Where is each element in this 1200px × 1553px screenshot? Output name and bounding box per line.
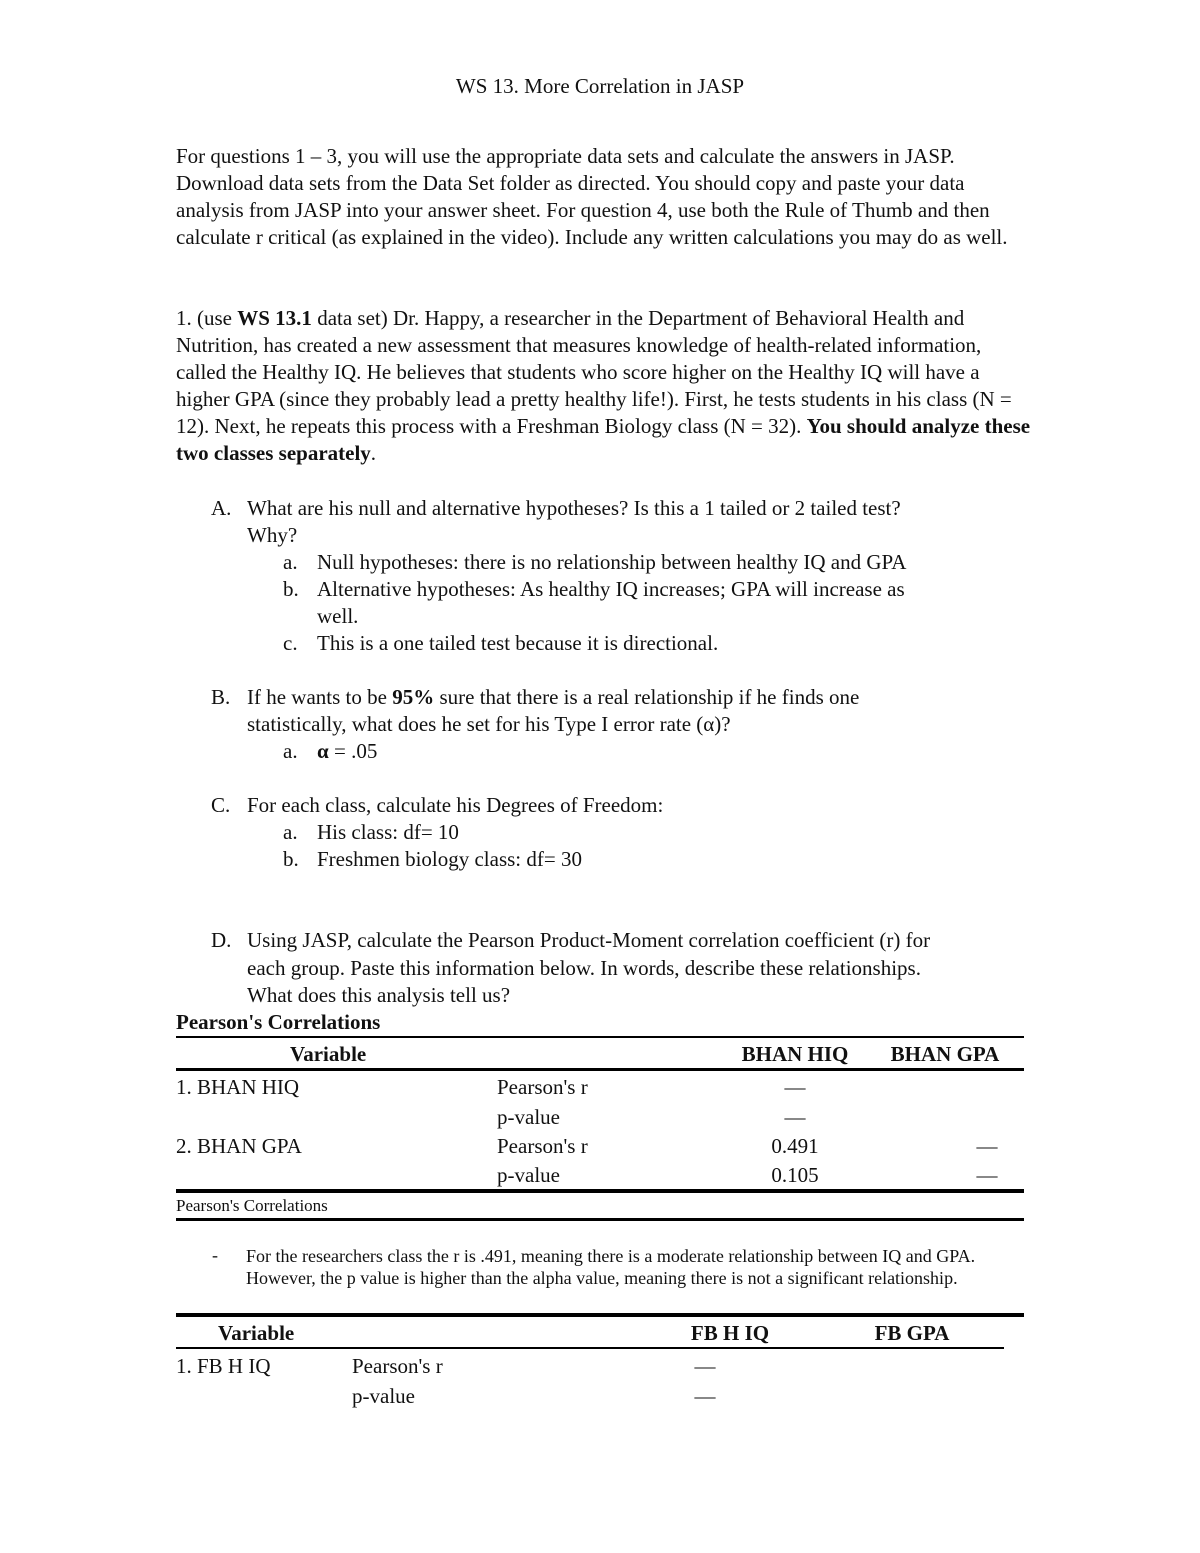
part-d-question: Using JASP, calculate the Pearson Product-Moment correlation coefficient (r) for [247, 928, 931, 952]
part-a-answer-c-label: c. [283, 631, 298, 655]
q1-end: . [370, 441, 377, 465]
table1-header-col1: BHAN HIQ [741, 1042, 849, 1066]
table2-row1-stat: Pearson's r [352, 1354, 443, 1378]
table1-row1-c1: — [784, 1075, 806, 1099]
part-b-label: B. [211, 685, 231, 709]
q1-dataset-name: WS 13.1 [237, 306, 312, 330]
table1-row3-stat: Pearson's r [497, 1134, 588, 1158]
table1-row4-c1: 0.105 [771, 1163, 819, 1187]
part-a-label: A. [211, 496, 232, 520]
note-text: For the researchers class the r is .491, meaning there is a moderate relationship between IQ and GPA. However, the p value is higher than the alpha value, meaning there is not a significant relationship. [246, 1246, 976, 1288]
part-c-label: C. [211, 793, 231, 817]
table2-header-col2: FB GPA [874, 1321, 950, 1345]
part-a-answer-a-label: a. [283, 550, 298, 574]
worksheet-title: WS 13. More Correlation in JASP [455, 74, 745, 98]
part-b-question [247, 684, 859, 711]
table1-header-col2: BHAN GPA [890, 1042, 1000, 1066]
part-d-question-cont2: What does this analysis tell us? [247, 983, 511, 1007]
q1-instruction: You should analyze these two classes separately [176, 414, 1031, 465]
part-c-question: For each class, calculate his Degrees of Freedom: [247, 793, 664, 817]
table1-row3-c2: — [976, 1134, 998, 1158]
table1-row4-c2: — [976, 1163, 998, 1187]
table1-row2-c1: — [784, 1105, 806, 1129]
table1-footer: Pearson's Correlations [176, 1196, 328, 1215]
part-d-question-cont: each group. Paste this information below. In words, describe these relationships. [247, 956, 921, 980]
intro-paragraph: For questions 1 – 3, you will use the appropriate data sets and calculate the answers in JASP. Download data sets from the Data Set folder as directed. You should copy and paste your data analysis from JASP into your answer sheet. For question 4, use both the Rule of Thumb and then calculate r critical (as explained in the video). Include any written calculations you may do as well. [176, 144, 1008, 249]
part-b-pre: If he wants to be [247, 685, 393, 709]
part-b-answer-label: a. [283, 739, 298, 763]
table2-row1-var: 1. FB H IQ [176, 1354, 271, 1378]
part-c-answer-b-label: b. [283, 847, 299, 871]
table2-row2-stat: p-value [352, 1384, 415, 1408]
table1-bottom-rule [176, 1189, 1024, 1193]
table2-row1-c1: — [694, 1354, 716, 1378]
part-b-percent: 95% [392, 685, 435, 709]
part-a-answer-b: Alternative hypotheses: As healthy IQ increases; GPA will increase as [317, 577, 905, 601]
question-1-paragraph [176, 305, 1036, 467]
table1-title: Pearson's Correlations [176, 1010, 381, 1034]
part-c-answer-a: His class: df= 10 [317, 820, 459, 844]
q1-prefix: 1. (use [176, 306, 238, 330]
table1-row3-c1: 0.491 [771, 1134, 819, 1158]
alpha-value: = .05 [328, 739, 378, 763]
part-c-answer-a-label: a. [283, 820, 298, 844]
table1-row1-var: 1. BHAN HIQ [176, 1075, 300, 1099]
q1-body: data set) Dr. Happy, a researcher in the Department of Behavioral Health and Nutrition, has created a new assessment that measures knowledge of health-related information, called the Healthy IQ. He believes that students who score higher on the Healthy IQ will have a higher GPA (since they probably lead a pretty healthy life!). First, he tests students in his class (N = 12). Next, he repeats this process with a Freshman Biology class (N = 32). [176, 306, 1012, 438]
part-b-post: sure that there is a real relationship if he finds one [434, 685, 860, 709]
part-a-answer-b-cont: well. [317, 604, 359, 628]
table2-top-rule [176, 1313, 1024, 1317]
table1-row2-stat: p-value [497, 1105, 560, 1129]
part-c-answer-b: Freshmen biology class: df= 30 [317, 847, 582, 871]
part-b-answer [317, 738, 377, 765]
table1-header-variable: Variable [290, 1042, 367, 1066]
note-bullet: - [212, 1245, 218, 1265]
table1-row1-stat: Pearson's r [497, 1075, 588, 1099]
alpha-symbol: α [317, 739, 329, 763]
table1-footer-rule [176, 1218, 1024, 1221]
part-a-answer-c: This is a one tailed test because it is directional. [317, 631, 719, 655]
table1-row4-stat: p-value [497, 1163, 560, 1187]
part-b-question-cont: statistically, what does he set for his Type I error rate (α)? [247, 712, 731, 736]
part-a-answer-a: Null hypotheses: there is no relationship between healthy IQ and GPA [317, 550, 907, 574]
part-d-label: D. [211, 928, 232, 952]
table1-top-rule [176, 1036, 1024, 1038]
table2-row2-c1: — [694, 1384, 716, 1408]
table1-row3-var: 2. BHAN GPA [176, 1134, 302, 1158]
table2-header-col1: FB H IQ [690, 1321, 770, 1345]
part-a-answer-b-label: b. [283, 577, 299, 601]
table2-header-rule [176, 1347, 1004, 1349]
part-a-question-cont: Why? [247, 523, 298, 547]
part-a-question: What are his null and alternative hypotheses? Is this a 1 tailed or 2 tailed test? [247, 496, 901, 520]
table1-header-rule [176, 1068, 1024, 1071]
table2-header-variable: Variable [218, 1321, 295, 1345]
